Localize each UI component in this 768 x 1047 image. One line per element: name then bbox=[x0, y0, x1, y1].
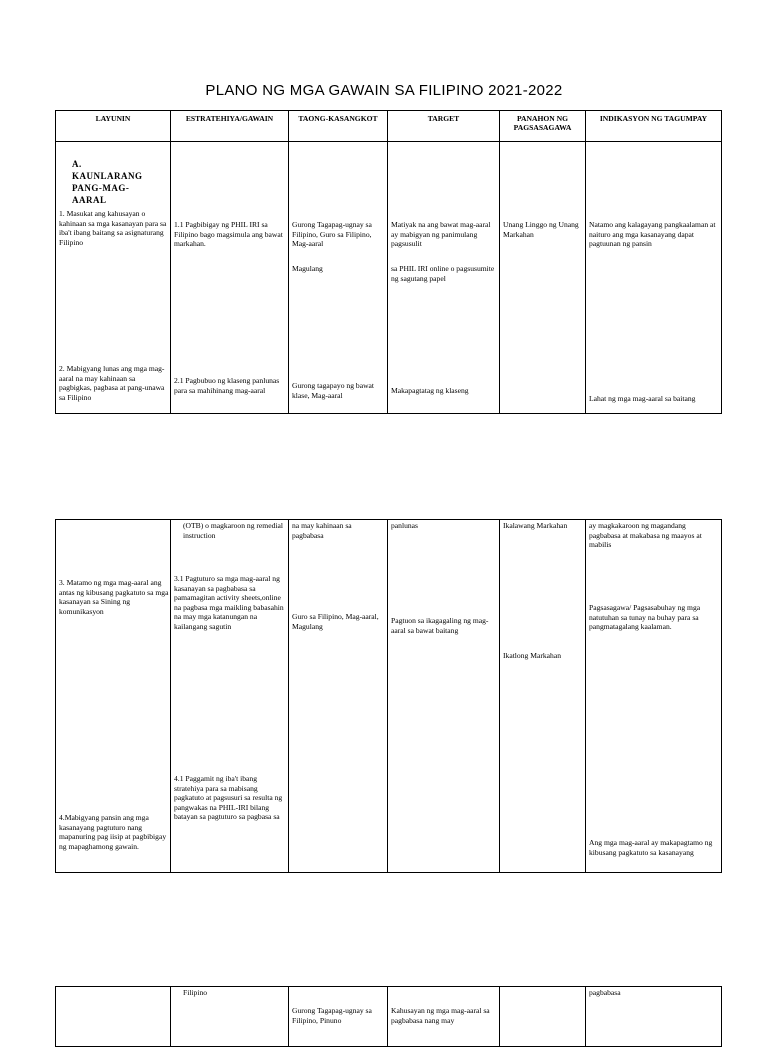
panahon-cell bbox=[500, 142, 586, 414]
layunin-2: 2. Mabigyang lunas ang mga mag-aaral na may kahinaan sa pagbigkas, pagbasa at pang-unawa sa Filipino bbox=[59, 364, 165, 402]
layunin-cell bbox=[56, 987, 171, 1047]
header-taong-kasangkot: TAONG-KASANGKOT bbox=[289, 111, 388, 142]
taong-1: Gurong Tagapag-ugnay sa Filipino, Guro sa Filipino, Mag-aaral bbox=[292, 220, 372, 249]
page-title: PLANO NG MGA GAWAIN SA FILIPINO 2021-2022 bbox=[205, 82, 563, 99]
taong-1-magulang: Magulang bbox=[292, 264, 323, 273]
taong-2: Gurong tagapayo ng bawat klase, Mag-aaral bbox=[292, 381, 375, 400]
target-cell bbox=[388, 987, 500, 1047]
indikasyon-cell bbox=[586, 142, 722, 414]
header-estratehiya: ESTRATEHIYA/GAWAIN bbox=[171, 111, 289, 142]
target-3: Pagtuon sa ikagagaling ng mag-aaral sa bawat baitang bbox=[391, 616, 489, 635]
taong-kasangkot-cell bbox=[289, 520, 388, 873]
panahon-cell bbox=[500, 987, 586, 1047]
indikasyon-cont: ay magkakaroon ng magandang pagbabasa at makabasa ng maayos at mabilis bbox=[589, 521, 702, 550]
layunin-1: 1. Masukat ang kahusayan o kahinaan sa mga kasanayan para sa iba't ibang baitang sa asignaturang Filipino bbox=[59, 209, 167, 247]
estratehiya-2-1: 2.1 Pagbubuo ng klaseng panlunas para sa mahihinang mag-aaral bbox=[174, 376, 280, 395]
section-a-heading: A. KAUNLARANG PANG-MAG-AARAL bbox=[72, 159, 143, 205]
indikasyon-p3: pagbabasa bbox=[589, 988, 621, 997]
target-1-b: sa PHIL IRI online o pagsusumite ng sagutang papel bbox=[391, 264, 495, 283]
taong-3: Guro sa Filipino, Mag-aaral, Magulang bbox=[292, 612, 379, 631]
estratehiya-4-1: 4.1 Paggamit ng iba't ibang stratehiya para sa mabisang pagkatuto at pagsusuri sa resulta ng pangwakas na PHIL-IRI bilang batayan sa pagtuturo sa pagbasa sa bbox=[174, 774, 283, 822]
estratehiya-1-1: 1.1 Pagbibigay ng PHIL IRI sa Filipino bago magsimula ang bawat markahan. bbox=[174, 220, 283, 249]
panahon-1: Unang Linggo ng Unang Markahan bbox=[503, 220, 579, 239]
header-target: TARGET bbox=[388, 111, 500, 142]
plan-table-page-2 bbox=[55, 519, 722, 873]
target-cell bbox=[388, 520, 500, 873]
indikasyon-4: Ang mga mag-aaral ay makapagtamo ng kibusang pagkatuto sa kasanayang bbox=[589, 838, 713, 857]
estratehiya-3-1: 3.1 Pagtuturo sa mga mag-aaral ng kasanayan sa pagbabasa sa pamamagitan activity sheets,online na pagbasa mga maikling babasahin na may mga katanungan na kailangang sagutin bbox=[174, 574, 284, 631]
indikasyon-cell bbox=[586, 520, 722, 873]
plan-table-page-3 bbox=[55, 986, 722, 1047]
estratehiya-cell bbox=[171, 520, 289, 873]
target-cont: panlunas bbox=[391, 521, 418, 530]
header-layunin: LAYUNIN bbox=[56, 111, 171, 142]
taong-kasangkot-cell bbox=[289, 142, 388, 414]
indikasyon-3: Pagsasagawa/ Pagsasabuhay ng mga natutuhan sa tunay na buhay para sa pangmatagalang kaalaman. bbox=[589, 603, 701, 632]
taong-cont: na may kahinaan sa pagbabasa bbox=[292, 521, 352, 540]
target-2: Makapagtatag ng klaseng bbox=[391, 386, 469, 395]
layunin-3: 3. Matamo ng mga mag-aaral ang antas ng kibusang pagkatuto sa mga kasanayan sa Sining ng komunikasyon bbox=[59, 578, 169, 616]
estratehiya-cell bbox=[171, 987, 289, 1047]
estratehiya-p3: Filipino bbox=[183, 988, 208, 997]
estratehiya-cont: (OTB) o magkaroon ng remedial instruction bbox=[183, 521, 283, 540]
plan-table-page-1 bbox=[55, 110, 722, 414]
panahon-cont: Ikalawang Markahan bbox=[503, 521, 568, 530]
panahon-3: Ikatlong Markahan bbox=[503, 651, 561, 660]
target-cell bbox=[388, 142, 500, 414]
target-p3: Kahusayan ng mga mag-aaral sa pagbabasa nang may bbox=[391, 1006, 490, 1025]
taong-kasangkot-cell bbox=[289, 987, 388, 1047]
panahon-cell bbox=[500, 520, 586, 873]
header-indikasyon: INDIKASYON NG TAGUMPAY bbox=[586, 111, 722, 142]
layunin-cell bbox=[56, 520, 171, 873]
header-panahon: PANAHON NG PAGSASAGAWA bbox=[500, 111, 586, 142]
indikasyon-2: Lahat ng mga mag-aaral sa baitang bbox=[589, 394, 696, 403]
indikasyon-cell bbox=[586, 987, 722, 1047]
indikasyon-1: Natamo ang kalagayang pangkaalaman at naituro ang mga kasanayang dapat pagtuunan ng pansin bbox=[589, 220, 716, 249]
layunin-cell bbox=[56, 142, 171, 414]
target-1: Matiyak na ang bawat mag-aaral ay mabigyan ng panimulang pagsusulit bbox=[391, 220, 491, 249]
estratehiya-cell bbox=[171, 142, 289, 414]
layunin-4: 4.Mabigyang pansin ang mga kasanayang pagtuturo nang mapanuring pag iisip at pagbibigay ng mapaghamong gawain. bbox=[59, 813, 167, 851]
taong-p3: Gurong Tagapag-ugnay sa Filipino, Pinuno bbox=[292, 1006, 372, 1025]
